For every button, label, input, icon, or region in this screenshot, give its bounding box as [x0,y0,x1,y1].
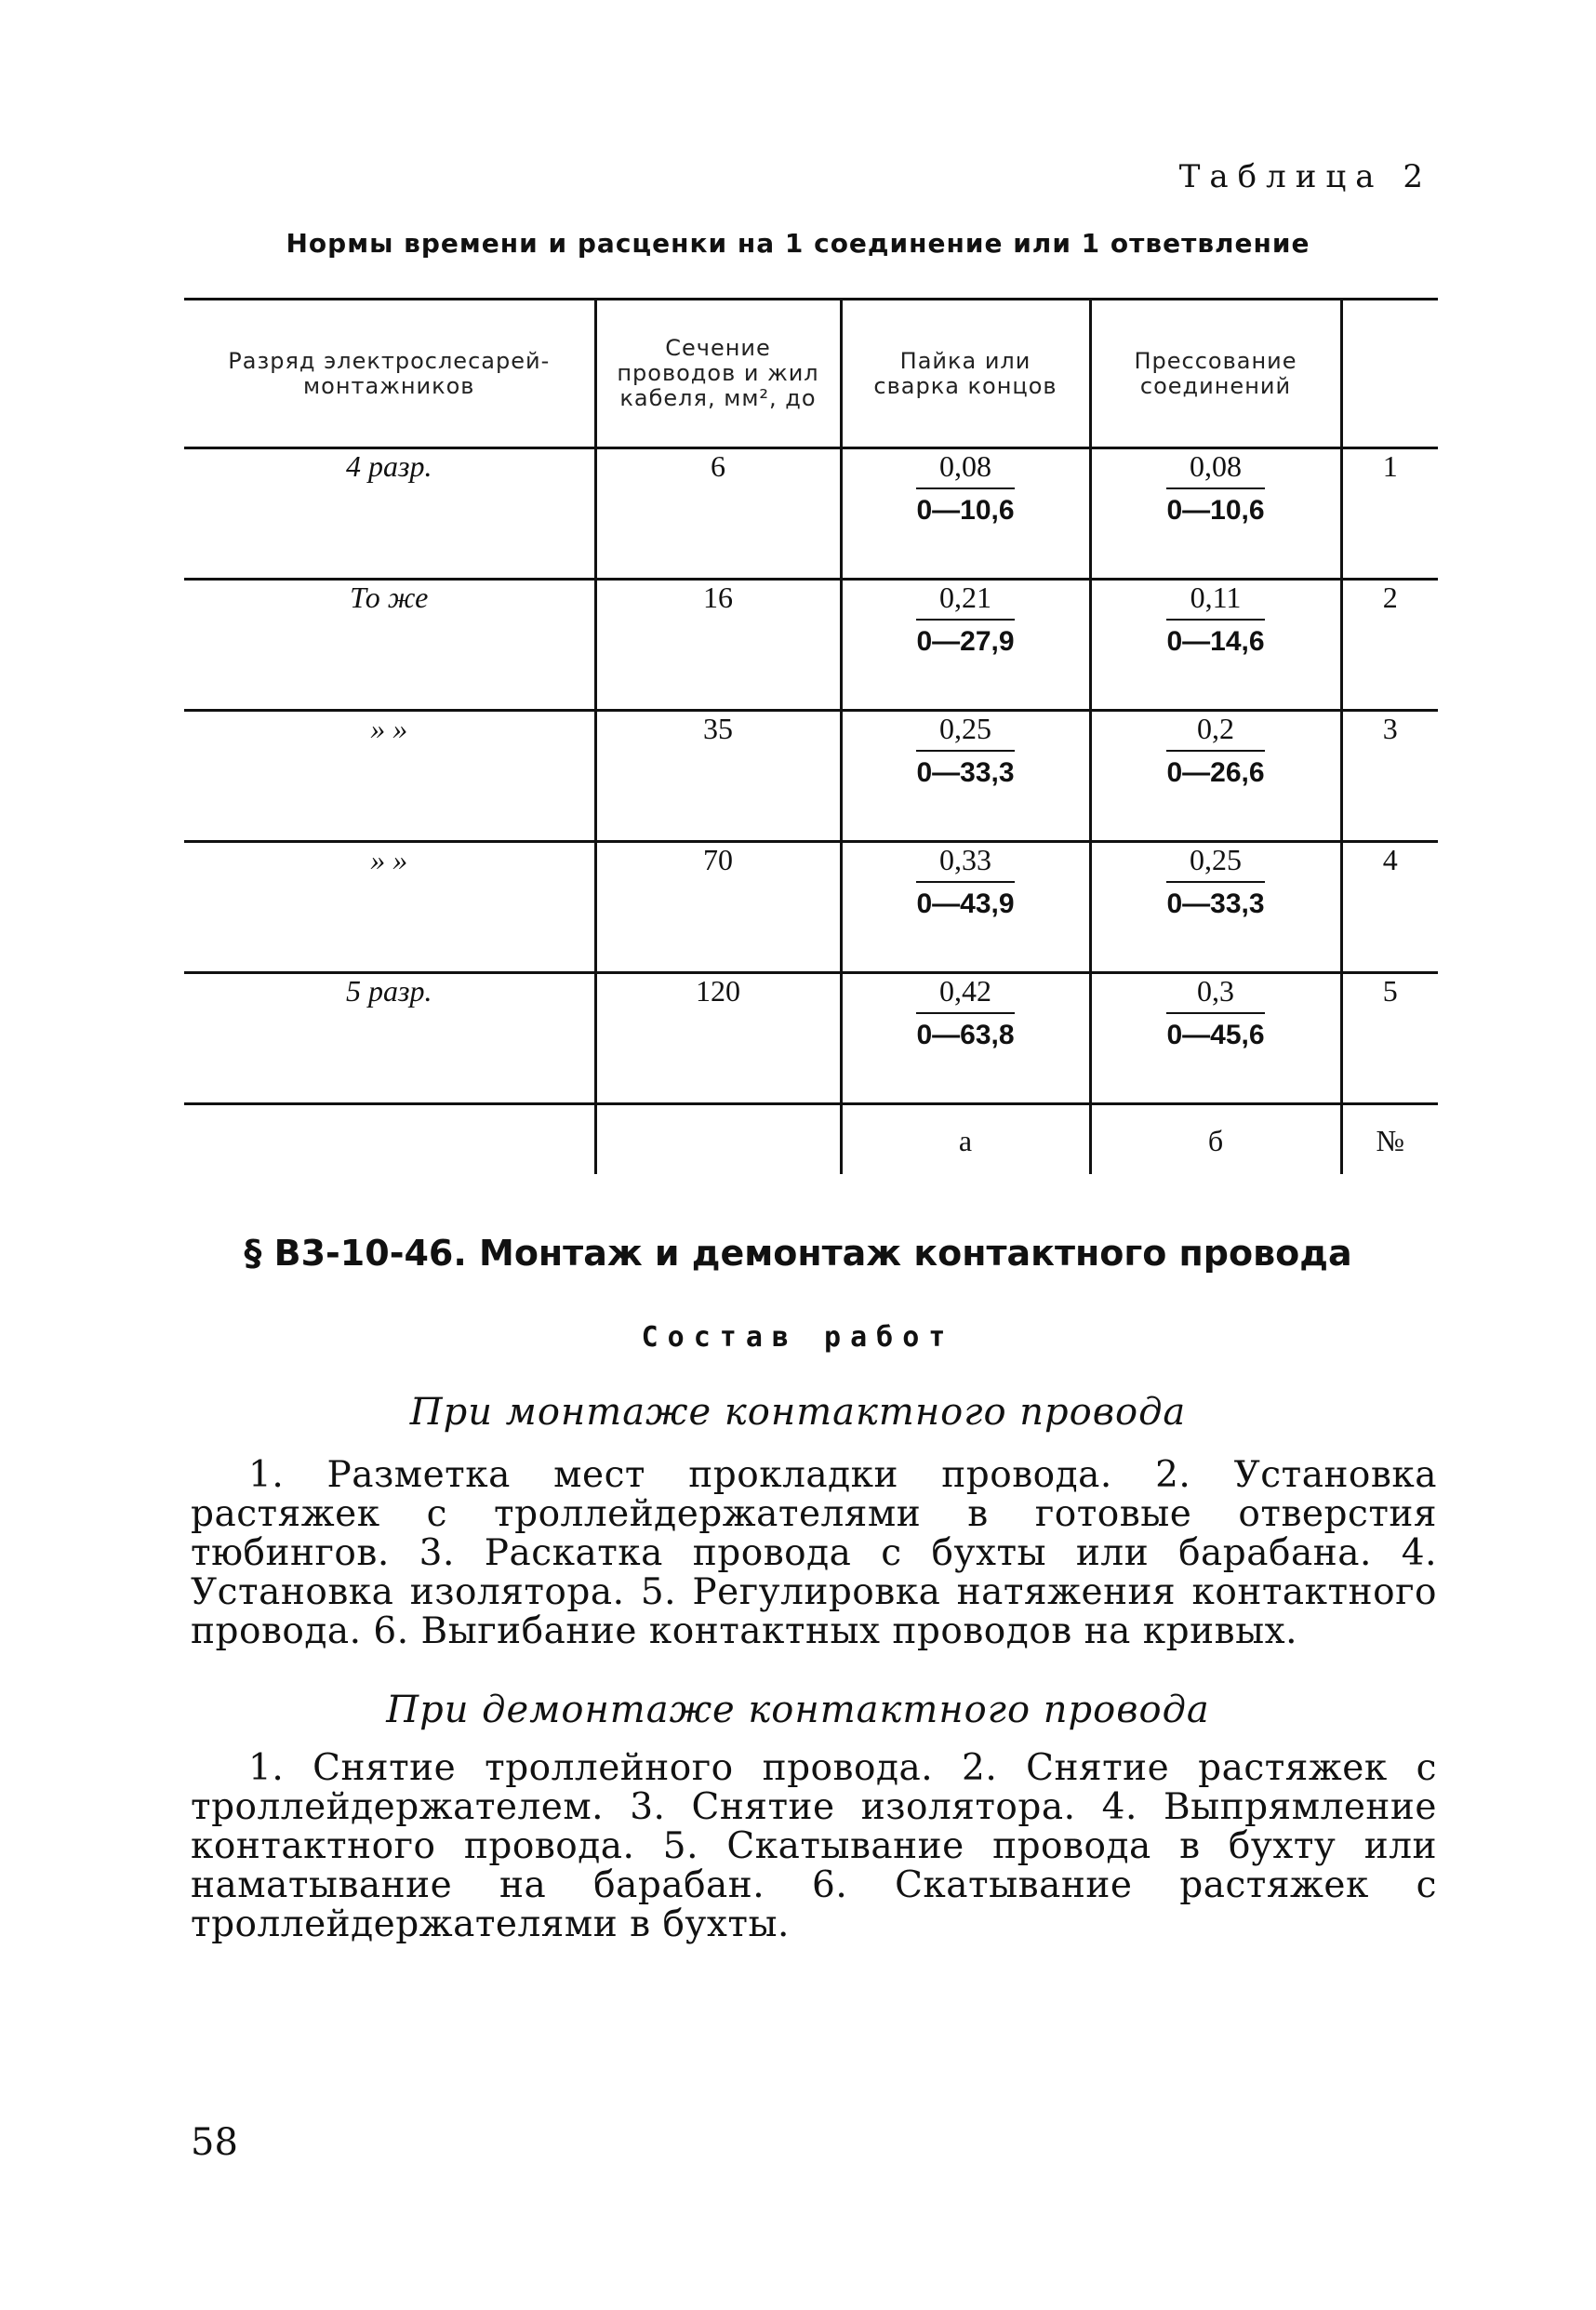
solder-fraction [916,581,1014,658]
header-solder: Пайка или сварка концов [841,300,1090,448]
mount-heading: При монтаже контактного провода [409,1391,1187,1434]
norms-table [184,298,1438,1174]
cell-press [1090,842,1341,973]
press-time: 0,08 [1166,449,1264,489]
cell-row-number: 4 [1341,842,1438,973]
dismount-text: 1. Снятие троллейного провода. 2. Снятие растяжек с троллейдержателем. 3. Снятие изолятора. 4. Выпрямление контактного провода. 5. Скатывание провода в бухту или наматывание на барабан. 6. Скатывание растяжек с троллейдержателями в бухты. [191,1747,1437,1945]
press-rate: 0—10,6 [1166,495,1265,526]
table-footer-row [184,1104,1438,1174]
cell-rank: 4 разр. [184,448,595,580]
press-rate: 0—14,6 [1166,626,1265,657]
cell-row-number: 3 [1341,711,1438,842]
table-row [184,580,1438,711]
cell-solder [841,973,1090,1104]
solder-rate: 0—33,3 [916,757,1015,788]
table-row [184,448,1438,580]
cell-rank: » » [184,711,595,842]
press-fraction [1166,712,1264,789]
solder-time: 0,21 [916,581,1014,621]
dismount-heading: При демонтаже контактного провода [386,1689,1210,1731]
cell-solder [841,448,1090,580]
footer-blank [595,1104,841,1174]
footer-blank [184,1104,595,1174]
press-fraction [1166,581,1264,658]
footer-col-number: № [1376,1124,1405,1157]
press-fraction [1166,974,1264,1051]
cell-rank: То же [184,580,595,711]
solder-time: 0,33 [916,843,1014,883]
press-time: 0,3 [1166,974,1264,1014]
table-header-row [184,300,1438,448]
table-row [184,711,1438,842]
solder-time: 0,25 [916,712,1014,752]
press-rate: 0—26,6 [1166,757,1265,788]
solder-rate: 0—43,9 [916,888,1015,919]
cell-row-number: 5 [1341,973,1438,1104]
header-number [1341,300,1438,448]
solder-rate: 0—10,6 [916,495,1015,526]
mount-paragraph [191,1456,1437,1651]
table-number: Таблица 2 [1178,158,1432,195]
page-number: 58 [191,2121,238,2164]
header-press: Прессование соединений [1090,300,1341,448]
press-time: 0,11 [1166,581,1264,621]
solder-time: 0,08 [916,449,1014,489]
cell-press [1090,448,1341,580]
footer-col-a: а [841,1104,1090,1174]
solder-fraction [916,843,1014,920]
header-rank: Разряд электрослесарей-монтажников [184,300,595,448]
cell-section: 120 [595,973,841,1104]
cell-press [1090,973,1341,1104]
solder-rate: 0—27,9 [916,626,1015,657]
table-caption: Нормы времени и расценки на 1 соединение или 1 ответвление [286,228,1310,259]
cell-solder [841,711,1090,842]
solder-fraction [916,449,1014,527]
table-row [184,973,1438,1104]
press-fraction [1166,449,1264,527]
cell-solder [841,580,1090,711]
press-rate: 0—33,3 [1166,888,1265,919]
cell-press [1090,580,1341,711]
dismount-paragraph [191,1749,1437,1944]
cell-rank: » » [184,842,595,973]
press-rate: 0—45,6 [1166,1020,1265,1050]
work-composition-heading: Состав работ [641,1321,955,1354]
press-fraction [1166,843,1264,920]
mount-text: 1. Разметка мест прокладки провода. 2. Установка растяжек с троллейдержателями в готовые отверстия тюбингов. 3. Раскатка провода с бухты или барабана. 4. Установка изолятора. 5. Регулировка натяжения контактного провода. 6. Выгибание контактных проводов на кривых. [191,1454,1437,1652]
cell-row-number: 2 [1341,580,1438,711]
cell-section: 35 [595,711,841,842]
solder-time: 0,42 [916,974,1014,1014]
header-section: Сечение проводов и жил кабеля, мм², до [595,300,841,448]
press-time: 0,2 [1166,712,1264,752]
cell-section: 70 [595,842,841,973]
solder-fraction [916,974,1014,1051]
press-time: 0,25 [1166,843,1264,883]
cell-section: 16 [595,580,841,711]
table-row [184,842,1438,973]
solder-fraction [916,712,1014,789]
cell-press [1090,711,1341,842]
cell-row-number: 1 [1341,448,1438,580]
solder-rate: 0—63,8 [916,1020,1015,1050]
cell-section: 6 [595,448,841,580]
cell-rank: 5 разр. [184,973,595,1104]
footer-col-b: б [1090,1104,1341,1174]
section-title: § В3-10-46. Монтаж и демонтаж контактного провода [244,1233,1352,1274]
cell-solder [841,842,1090,973]
